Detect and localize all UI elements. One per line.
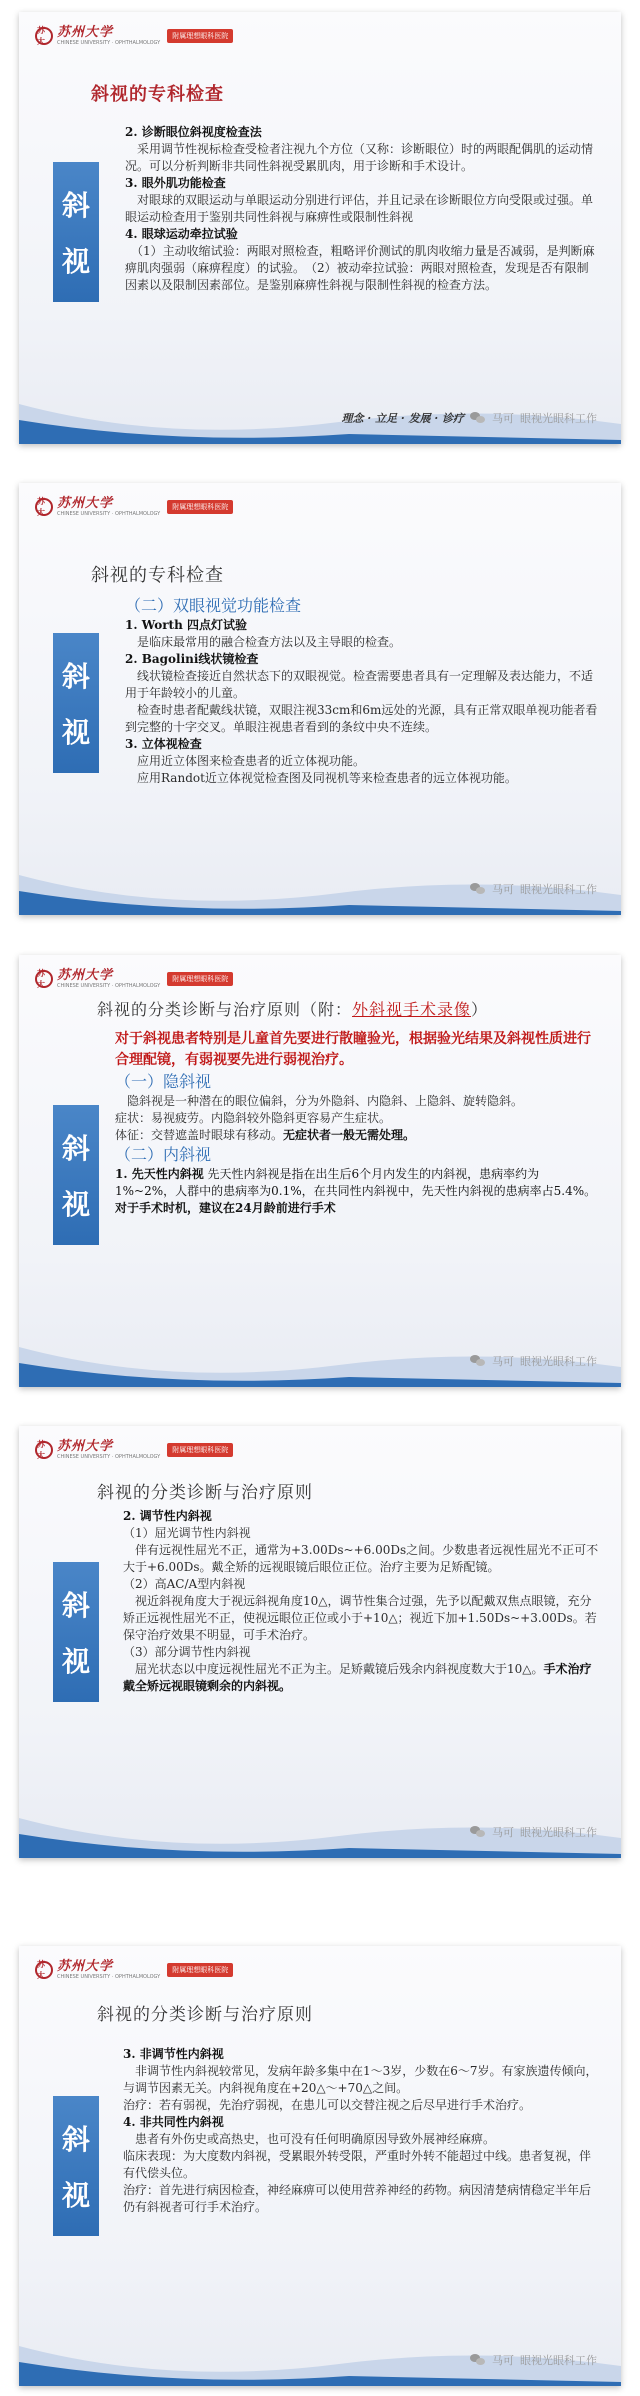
line-text: 屈光状态以中度远视性屈光不正为主。足矫戴镜后残余内斜视度数大于10△。 (123, 1662, 544, 1676)
university-logo (35, 969, 233, 989)
logo-hospital-badge: 附属理想眼科医院 (167, 500, 233, 514)
logo-hospital-badge: 附属理想眼科医院 (167, 1963, 233, 1977)
logo-chinese-name: 苏州大学 (57, 1959, 114, 1974)
paragraph (115, 1110, 599, 1127)
side-label-char: 视 (61, 1645, 90, 1678)
bottom-wave-decoration (19, 1317, 621, 1387)
section-heading (123, 1508, 599, 1525)
line-text: （3）部分调节性内斜视 (123, 1645, 251, 1659)
line-text: 应用近立体图来检查患者的近立体视功能。 (125, 754, 366, 768)
paragraph (123, 1644, 599, 1661)
line-text: 对于斜视患者特别是儿童首先要进行散瞳验光，根据验光结果及斜视性质进行合理配镜，有弱视要先进行弱视治疗。 (115, 1031, 591, 1068)
paragraph (125, 668, 599, 702)
slide-1 (19, 12, 621, 444)
line-text: 隐斜视是一种潜在的眼位偏斜，分为外隐斜、内隐斜、上隐斜、旋转隐斜。 (115, 1094, 524, 1108)
section-heading (115, 1166, 599, 1217)
side-label-bar (53, 162, 99, 302)
slide-title-text: 斜视的分类诊断与治疗原则（附： (97, 1000, 353, 1019)
seal-icon: 苏大 (35, 27, 53, 45)
section-heading (123, 2114, 599, 2131)
emphasis-text: 对于手术时机，建议在24月龄前进行手术 (115, 1201, 336, 1215)
watermark-text: 眼视光眼科工作 (520, 883, 597, 896)
wechat-icon (470, 2354, 486, 2366)
slide-content (123, 1508, 599, 1695)
side-label-char: 视 (61, 716, 90, 749)
line-text: 2. 诊断眼位斜视度检查法 (125, 125, 262, 139)
slide-content (125, 124, 599, 294)
logo-english-name: CHINESE UNIVERSITY · OPHTHALMOLOGY (57, 511, 161, 517)
line-text: 治疗：若有弱视，先治疗弱视，在患儿可以交替注视之后尽早进行手术治疗。 (123, 2098, 532, 2112)
slide-title: 斜视的分类诊断与治疗原则 (97, 2005, 313, 2025)
logo-chinese-name: 苏州大学 (57, 968, 114, 983)
line-text: 非调节性内斜视较常见，发病年龄多集中在1～3岁，少数在6～7岁。有家族遗传倾向，与调节因素无关。内斜视角度在+20△～+70△之间。 (123, 2064, 598, 2095)
subsection-heading (115, 1144, 599, 1166)
paragraph (125, 702, 599, 736)
logo-hospital-badge: 附属理想眼科医院 (167, 1443, 233, 1457)
footer-mark (470, 881, 597, 897)
logo-english-name: CHINESE UNIVERSITY · OPHTHALMOLOGY (57, 1974, 161, 1980)
line-text: （1）主动收缩试验：两眼对照检查，粗略评价测试的肌肉收缩力量是否减弱，是判断麻痹肌肉强弱（麻痹程度）的试验。 （2）被动牵拉试验：两眼对照检查，发现是否有限制因素以及限制因素部位。是鉴别麻痹性斜视与限制性斜视的检查方法。 (125, 244, 595, 292)
section-heading (125, 651, 599, 668)
watermark-brand: 马可 (492, 883, 514, 896)
key-note (115, 1029, 599, 1071)
watermark-text: 眼视光眼科工作 (520, 412, 597, 425)
line-text: （二）双眼视觉功能检查 (125, 596, 302, 615)
footer-mark (470, 2352, 597, 2368)
logo-hospital-badge: 附属理想眼科医院 (167, 29, 233, 43)
emphasis-text: 无症状者一般无需处理。 (283, 1128, 416, 1142)
bottom-wave-decoration (19, 2316, 621, 2386)
side-label-char: 视 (61, 245, 90, 278)
side-label-bar (53, 1562, 99, 1702)
seal-icon: 苏大 (35, 1961, 53, 1979)
slide-title: 斜视的专科检查 (91, 565, 224, 586)
section-heading (125, 226, 599, 243)
slide-content (115, 1029, 599, 1217)
paragraph (123, 1661, 599, 1695)
line-text: 治疗：首先进行病因检查，神经麻痹可以使用营养神经的药物。病因清楚病情稳定半年后仍有斜视者可行手术治疗。 (123, 2183, 592, 2214)
watermark-brand: 马可 (492, 1826, 514, 1839)
line-text: 3. 立体视检查 (125, 737, 202, 751)
bottom-wave-decoration (19, 845, 621, 915)
watermark-text: 眼视光眼科工作 (520, 1355, 597, 1368)
wechat-icon (470, 412, 486, 424)
line-text: 采用调节性视标检查受检者注视九个方位（又称：诊断眼位）时的两眼配偶肌的运动情况。可以分析判断非共同性斜视受累肌肉，用于诊断和手术设计。 (125, 142, 594, 173)
line-text: 视近斜视角度大于视远斜视角度10△，调节性集合过强，先予以配戴双焦点眼镜，充分矫正远视性屈光不正，使视远眼位正位或小于+10△；视近下加+1.50Ds~+3.00Ds。若保守治疗效果不明显，可手术治疗。 (123, 1594, 597, 1642)
slide-content (125, 595, 599, 787)
watermark-text: 眼视光眼科工作 (520, 2354, 597, 2367)
paragraph (123, 1525, 599, 1542)
line-text: 3. 非调节性内斜视 (123, 2047, 224, 2061)
side-label-char: 斜 (61, 2123, 90, 2156)
seal-icon: 苏大 (35, 498, 53, 516)
logo-english-name: CHINESE UNIVERSITY · OPHTHALMOLOGY (57, 1454, 161, 1460)
footer-mark (470, 1353, 597, 1369)
wechat-icon (470, 883, 486, 895)
watermark-text: 眼视光眼科工作 (520, 1826, 597, 1839)
wechat-icon (470, 1826, 486, 1838)
line-text: 应用Randot近立体视觉检查图及同视机等来检查患者的远立体视功能。 (125, 771, 517, 785)
side-label-bar (53, 2096, 99, 2236)
wechat-icon (470, 1355, 486, 1367)
logo-english-name: CHINESE UNIVERSITY · OPHTHALMOLOGY (57, 40, 161, 46)
watermark-brand: 马可 (492, 1355, 514, 1368)
line-text: 1. 先天性内斜视 (115, 1167, 204, 1181)
slide-title: 斜视的分类诊断与治疗原则 (97, 1483, 313, 1503)
line-text: 症状：易视疲劳。内隐斜较外隐斜更容易产生症状。 (115, 1111, 392, 1125)
footer-slogan: 理念 · 立足 · 发展 · 诊疗 (341, 412, 464, 425)
logo-chinese-name: 苏州大学 (57, 1439, 114, 1454)
line-text: （二）内斜视 (115, 1145, 212, 1164)
section-heading (125, 617, 599, 634)
section-heading (125, 736, 599, 753)
line-text: 2. Bagolini线状镜检查 (125, 652, 259, 666)
slide-title (97, 997, 488, 1020)
paragraph (115, 1127, 599, 1144)
line-text: （一）隐斜视 (115, 1072, 212, 1091)
line-text: （1）屈光调节性内斜视 (123, 1526, 251, 1540)
side-label-bar (53, 1105, 99, 1245)
slide-5 (19, 1946, 621, 2386)
seal-icon: 苏大 (35, 1441, 53, 1459)
logo-english-name: CHINESE UNIVERSITY · OPHTHALMOLOGY (57, 983, 161, 989)
side-label-bar (53, 633, 99, 773)
line-text: 是临床最常用的融合检查方法以及主导眼的检查。 (125, 635, 402, 649)
paragraph (125, 753, 599, 770)
line-text: 4. 非共同性内斜视 (123, 2115, 224, 2129)
surgery-video-link[interactable]: 外斜视手术录像 (352, 1000, 472, 1019)
slide-3 (19, 955, 621, 1387)
slide-4 (19, 1426, 621, 1858)
line-text: 患者有外伤史或高热史，也可没有任何明确原因导致外展神经麻痹。 (123, 2132, 496, 2146)
side-label-char: 斜 (61, 660, 90, 693)
line-text: 2. 调节性内斜视 (123, 1509, 212, 1523)
side-label-char: 斜 (61, 1589, 90, 1622)
paragraph (125, 770, 599, 787)
subsection-heading (115, 1071, 599, 1093)
paragraph (125, 192, 599, 226)
university-logo (35, 497, 233, 517)
slide-title: 斜视的专科检查 (91, 84, 224, 105)
logo-chinese-name: 苏州大学 (57, 25, 114, 40)
paragraph (125, 243, 599, 294)
paragraph (125, 634, 599, 651)
line-text: 线状镜检查接近自然状态下的双眼视觉。检查需要患者具有一定理解及表达能力，不适用于年龄较小的儿童。 (125, 669, 594, 700)
paragraph (123, 2148, 599, 2182)
university-logo (35, 26, 233, 46)
paragraph (123, 2131, 599, 2148)
section-heading (125, 175, 599, 192)
paragraph (123, 1542, 599, 1576)
bottom-wave-decoration (19, 374, 621, 444)
line-text: 3. 眼外肌功能检查 (125, 176, 226, 190)
footer-mark (470, 1824, 597, 1840)
paragraph (123, 2182, 599, 2216)
line-text: 检查时患者配戴线状镜，双眼注视33cm和6m远处的光源，具有正常双眼单视功能者看到完整的十字交叉。单眼注视患者看到的条纹中央不连续。 (125, 703, 598, 734)
line-text: 1. Worth 四点灯试验 (125, 618, 247, 632)
line-text: 体征：交替遮盖时眼球有移动。 (115, 1128, 284, 1142)
university-logo (35, 1960, 233, 1980)
paragraph (123, 1576, 599, 1593)
emphasis-text: 手术治疗戴全矫远视眼镜剩余的内斜视。 (123, 1662, 592, 1693)
paragraph (123, 2063, 599, 2097)
line-text: 临床表现：为大度数内斜视，受累眼外转受限，严重时外转不能超过中线。患者复视，伴有代偿头位。 (123, 2149, 592, 2180)
logo-chinese-name: 苏州大学 (57, 496, 114, 511)
paragraph (125, 141, 599, 175)
university-logo (35, 1440, 233, 1460)
line-text: 对眼球的双眼运动与单眼运动分别进行评估，并且记录在诊断眼位方向受限或过强。单眼运动检查用于鉴别共同性斜视与麻痹性或限制性斜视 (125, 193, 594, 224)
subsection-heading (125, 595, 599, 617)
logo-hospital-badge: 附属理想眼科医院 (167, 972, 233, 986)
slide-2 (19, 483, 621, 915)
side-label-char: 斜 (61, 189, 90, 222)
section-heading (123, 2046, 599, 2063)
slide-title-end: ） (471, 1000, 489, 1019)
line-tail: 先天性内斜视是指在出生后6个月内发生的内斜视，患病率约为1%~2%，人群中的患病率为0.1%，在共同性内斜视中，先天性内斜视的患病率占5.4%。 (115, 1167, 597, 1198)
footer-mark (342, 410, 597, 426)
line-text: 伴有远视性屈光不正，通常为+3.00Ds~+6.00Ds之间。少数患者远视性屈光不正可不大于+6.00Ds。戴全矫的远视眼镜后眼位正位。治疗主要为足矫配镜。 (123, 1543, 599, 1574)
watermark-brand: 马可 (492, 2354, 514, 2367)
side-label-char: 视 (61, 2179, 90, 2212)
slide-content (123, 2046, 599, 2216)
side-label-char: 视 (61, 1188, 90, 1221)
section-heading (125, 124, 599, 141)
bottom-wave-decoration (19, 1788, 621, 1858)
side-label-char: 斜 (61, 1132, 90, 1165)
paragraph (115, 1093, 599, 1110)
seal-icon: 苏大 (35, 970, 53, 988)
line-text: 4. 眼球运动牵拉试验 (125, 227, 238, 241)
line-text: （2）高AC/A型内斜视 (123, 1577, 246, 1591)
paragraph (123, 2097, 599, 2114)
watermark-brand: 马可 (492, 412, 514, 425)
paragraph (123, 1593, 599, 1644)
